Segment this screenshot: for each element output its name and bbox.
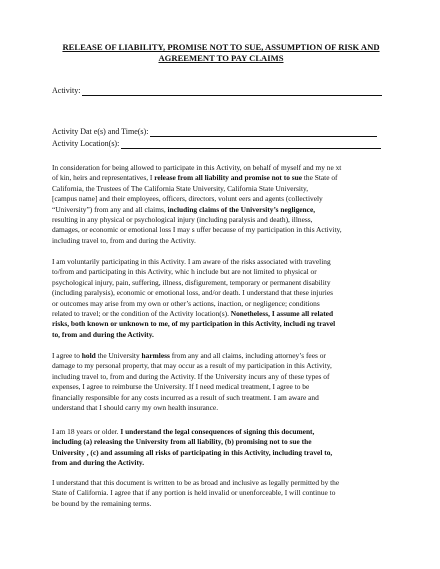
legal-consequences-paragraph: I am 18 years or older. I understand the legal consequences of signing this document, including (a) releasing the University from all liability, (b) promising not to sue the University , (c) and assuming all risks of participating in this Activity, including travel to, from and during the Activity. (52, 427, 333, 468)
activity-dates-label: Activity Dat e(s) and Time(s): (52, 127, 149, 136)
activity-label: Activity: (52, 86, 81, 95)
title-line-2: AGREEMENT TO PAY CLAIMS (158, 53, 284, 63)
activity-input-line[interactable] (82, 87, 382, 96)
severability-paragraph: I understand that this document is written to be as broad and inclusive as legally permitted by the State of California. I agree that if any portion is held invalid or unenforceable, I will continue to be bound by the remaining terms. (52, 478, 340, 508)
activity-location-label: Activity Location(s): (52, 139, 120, 148)
hold-harmless-paragraph: I agree to hold the University harmless from any and all claims, including attorney’s fees or damage to my personal property, that may occur as a result of my participation in this Activity, including travel to, from and during the Activity. If the University incurs any of these types of expenses, I agree to reimburse the University. If I need medical treatment, I agree to be financially responsible for any costs incurred as a result of such treatment. I am aware and understand that I should carry my own health insurance. (52, 351, 332, 413)
activity-location-field (52, 139, 381, 149)
activity-dates-field (52, 127, 377, 137)
activity-field (52, 86, 382, 96)
voluntary-participation-paragraph: I am voluntarily participating in this Activity. I am aware of the risks associated with traveling to/from and participating in this Activity, whic h include but are not limited to physical or psychological injury, pain, suffering, illness, disfigurement, temporary or permanent disability (including paralysis), economic or emotional loss, and/or death. I understand that these injuries or outcomes may arise from my own or other’s actions, inaction, or negligence; conditions related to travel; or the condition of the Activity location(s). Nonetheless, I assume all related risks, both known or unknown to me, of my participation in this Activity, includi ng travel to, from and during the Activity. (52, 257, 336, 339)
consideration-paragraph: In consideration for being allowed to participate in this Activity, on behalf of myself and my ne xt of kin, heirs and representatives, I release from all liability and promise not to sue the State of California, the Trustees of The California State University, California State University, [campus name] and their employees, officers, directors, volunt eers and agents (collectively “University”) from any and all claims, including claims of the University’s negligence, resulting in any physical or psychological injury (including paralysis and death), illness, damages, or economic or emotional loss I may s uffer because of my participation in this Activity, including travel to, from and during the Activity. (52, 163, 342, 245)
title-line-1: RELEASE OF LIABILITY, PROMISE NOT TO SUE, ASSUMPTION OF RISK AND (62, 42, 380, 52)
document-title (40, 42, 402, 64)
activity-location-input-line[interactable] (121, 140, 381, 149)
activity-dates-input-line[interactable] (150, 128, 377, 137)
